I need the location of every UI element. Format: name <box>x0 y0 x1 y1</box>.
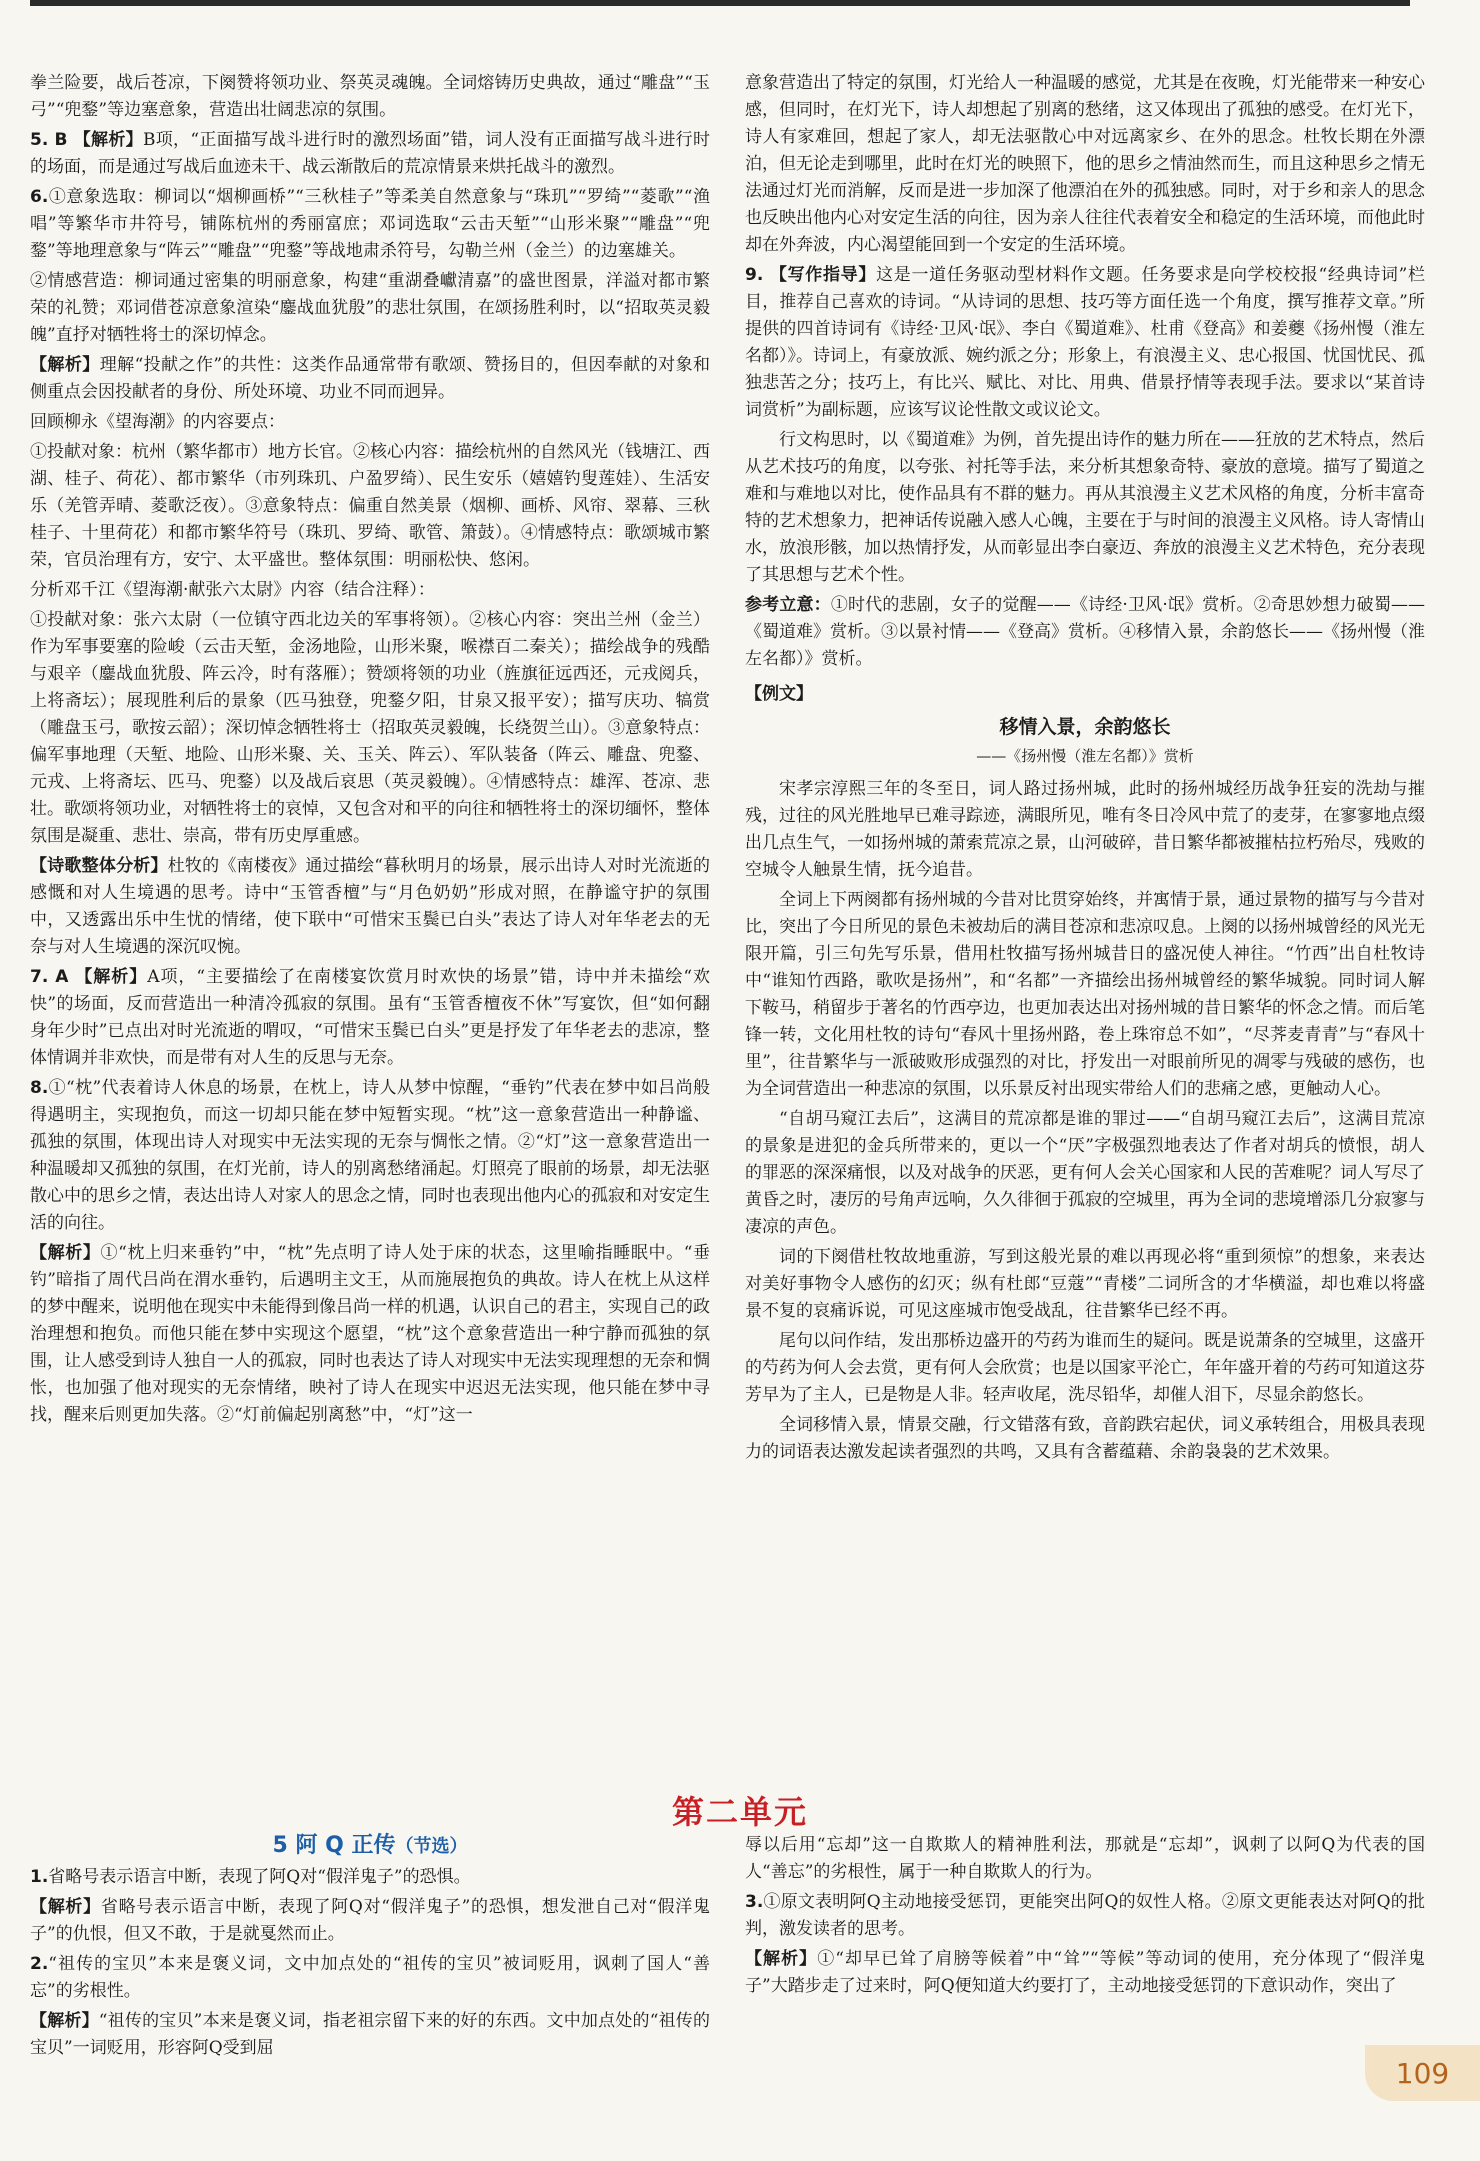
right-column <box>745 70 1425 1780</box>
lesson-title <box>30 1832 710 1860</box>
example-paragraph: 全词上下两阕都有扬州城的今昔对比贯穿始终，并寓情于景，通过景物的描写与今昔对比，突出了今日所见的景色未被劫后的满目苍凉和悲凉叹息。上阕的以扬州城曾经的风光无限开篇，引三句先写乐景，借用杜牧描写扬州城昔日的盛况使人神往。“竹西”出自杜牧诗中“谁知竹西路，歌吹是扬州”，和“名都”一齐描绘出扬州城曾经的繁华城貌。同时词人解下鞍马，稍留步于著名的竹西亭边，也更加表达出对扬州城的昔日繁华的怀念之情。而后笔锋一转，文化用杜牧的诗句“春风十里扬州路，卷上珠帘总不如”，“尽荠麦青青”与“春风十里”，往昔繁华与一派破败形成强烈的对比，抒发出一对眼前所见的凋零与残破的感伤，也为全词营造出一种悲凉的氛围，以乐景反衬出现实带给人们的悲痛之感，更触动人心。 <box>745 890 1425 1099</box>
answer-2: 2.“祖传的宝贝”本来是褒义词，文中加点处的“祖传的宝贝”被词贬用，讽刺了国人“善忘”的劣根性。 <box>30 1954 710 2001</box>
example-paragraph: 宋孝宗淳熙三年的冬至日，词人路过扬州城，此时的扬州城经历战争狂妄的洗劫与摧残，过往的风光胜地早已难寻踪迹，满眼所见，唯有冬日冷风中荒了的麦芽，在寥寥地点缀出几点生气，一如扬州城的萧索荒凉之景，山河破碎，昔日繁华都被摧枯拉朽殆尽，残败的空城令人触景生情，抚今追昔。 <box>745 779 1425 880</box>
answer-7: 7. A 【解析】A项，“主要描绘了在南楼宴饮赏月时欢快的场景”错，诗中并未描绘“欢快”的场面，反而营造出一种清冷孤寂的氛围。虽有“玉管香檀夜不休”写宴饮，但“如何翻身年少时”已点出对时光流逝的喟叹，“可惜宋玉鬓已白头”更是抒发了年华老去的悲凉，整体情调并非欢快，而是带有对人生的反思与无奈。 <box>30 967 710 1068</box>
example-label: 【例文】 <box>745 684 813 704</box>
lesson-subtitle: （节选） <box>395 1836 468 1857</box>
answer-5: 5. B 【解析】B项，“正面描写战斗进行时的激烈场面”错，词人没有正面描写战斗进行时的场面，而是通过写战后血迹未干、战云渐散后的荒凉情景来烘托战斗的激烈。 <box>30 130 710 177</box>
analysis: 【解析】①“却早已耸了肩膀等候着”中“耸”“等候”等动词的使用，充分体现了“假洋鬼子”大踏步走了过来时，阿Q便知道大约要打了，主动地接受惩罚的下意识动作，突出了 <box>745 1949 1426 1996</box>
answer-8: 8.①“枕”代表着诗人休息的场景，在枕上，诗人从梦中惊醒，“垂钓”代表在梦中如吕尚般得遇明主，实现抱负，而这一切却只能在梦中短暂实现。“枕”这一意象营造出一种静谧、孤独的氛围，体现出诗人对现实中无法实现的无奈与惆怅之情。②“灯”这一意象营造出一种温暖却又孤独的氛围，在灯光前，诗人的别离愁绪涌起。灯照亮了眼前的场景，却无法驱散心中的思乡之情，表达出诗人对家人的思念之情，同时也表现出他内心的孤寂和对安定生活的向往。 <box>30 1078 710 1233</box>
paragraph: ①投献对象：杭州（繁华都市）地方长官。②核心内容：描绘杭州的自然风光（钱塘江、西湖、桂子、荷花）、都市繁华（市列珠玑、户盈罗绮）、民生安乐（嬉嬉钓叟莲娃）、生活安乐（羌管弄晴、菱歌泛夜）。③意象特点：偏重自然美景（烟柳、画桥、风帘、翠幕、三秋桂子、十里荷花）和都市繁华符号（珠玑、罗绮、歌管、箫鼓）。④情感特点：歌颂城市繁荣，官员治理有方，安宁、太平盛世。整体氛围：明丽松快、悠闲。 <box>30 442 710 570</box>
answer-3: 3.①原文表明阿Q主动地接受惩罚，更能突出阿Q的奴性人格。②原文更能表达对阿Q的批判，激发读者的思考。 <box>745 1892 1425 1939</box>
paragraph: 辱以后用“忘却”这一自欺欺人的精神胜利法，那就是“忘却”，讽刺了以阿Q为代表的国人“善忘”的劣根性，属于一种自欺欺人的行为。 <box>745 1835 1425 1882</box>
unit-title: 第二单元 <box>671 1793 808 1831</box>
paragraph: ①投献对象：张六太尉（一位镇守西北边关的军事将领）。②核心内容：突出兰州（金兰）作为军事要塞的险峻（云击天堑，金汤地险，山形米聚，喉襟百二秦关）；描绘战争的残酷与艰辛（鏖战血犹殷、阵云冷，时有落雁）；赞颂将领的功业（旌旗征远西还，元戎阅兵，上将斋坛）；展现胜利后的景象（匹马独登，兜鍪夕阳，甘泉又报平安）；描写庆功、犒赏（雕盘玉弓，歌按云韶）；深切悼念牺牲将士（招取英灵毅魄，长绕贺兰山）。③意象特点：偏军事地理（天堑、地险、山形米聚、关、玉关、阵云）、军队装备（阵云、雕盘、兜鍪、元戎、上将斋坛、匹马、兜鍪）以及战后哀思（英灵毅魄）。④情感特点：雄浑、苍凉、悲壮。歌颂将领功业，对牺牲将士的哀悼，又包含对和平的向往和牺牲将士的深切缅怀，整体氛围是凝重、悲壮、崇高，带有历史厚重感。 <box>30 610 710 846</box>
poem-analysis: 【诗歌整体分析】杜牧的《南楼夜》通过描绘“暮秋明月的场景，展示出诗人对时光流逝的感慨和对人生境遇的思考。诗中“玉管香檀”与“月色奶奶”形成对照，在静谧守护的氛围中，又透露出乐中生忧的情绪，使下联中“可惜宋玉鬓已白头”表达了诗人对年华老去的无奈与对人生境遇的深沉叹惋。 <box>30 856 710 957</box>
lower-right-column <box>745 1832 1425 2042</box>
paragraph: ②情感营造：柳词通过密集的明丽意象，构建“重湖叠巘清嘉”的盛世图景，洋溢对都市繁荣的礼赞；邓词借苍凉意象渲染“鏖战血犹殷”的悲壮氛围，在颂扬胜利时，以“招取英灵毅魄”直抒对牺牲将士的深切悼念。 <box>30 271 710 345</box>
page-number: 109 <box>1365 2045 1480 2101</box>
analysis: 【解析】理解“投献之作”的共性：这类作品通常带有歌颂、赞扬目的，但因奉献的对象和侧重点会因投献者的身份、所处环境、功业不同而迥异。 <box>30 355 711 402</box>
answer-page <box>30 70 1425 1780</box>
paragraph: 拳兰险要，战后苍凉，下阕赞将领功业、祭英灵魂魄。全词熔铸历史典故，通过“雕盘”“玉弓”“兜鍪”等边塞意象，营造出壮阔悲凉的氛围。 <box>30 73 710 120</box>
lower-section <box>30 1832 1426 2058</box>
lesson-number: 5 <box>272 1833 288 1858</box>
answer-6: 6.①意象选取：柳词以“烟柳画桥”“三秋桂子”等柔美自然意象与“珠玑”“罗绮”“菱歌”“渔唱”等繁华市井符号，铺陈杭州的秀丽富庶；邓词选取“云击天堑”“山形米聚”“雕盘”“兜鍪”等地理意象与“阵云”“雕盘”“兜鍪”等战地肃杀符号，勾勒兰州（金兰）的边塞雄关。 <box>30 187 710 261</box>
lesson-name: 阿 Q 正传 <box>295 1833 396 1858</box>
example-paragraph: “自胡马窥江去后”，这满目的荒凉都是谁的罪过——“自胡马窥江去后”，这满目荒凉的景象是进犯的金兵所带来的，更以一个“厌”字极强烈地表达了作者对胡兵的愤恨，胡人的罪恶的深深痛恨，以及对战争的厌恶，更有何人会关心国家和人民的苦难呢？词人写尽了黄昏之时，凄厉的号角声远响，久久徘徊于孤寂的空城里，再为全词的悲境增添几分寂寥与凄凉的声色。 <box>745 1109 1425 1237</box>
answer-9: 9. 【写作指导】这是一道任务驱动型材料作文题。任务要求是向学校校报“经典诗词”栏目，推荐自己喜欢的诗词。“从诗词的思想、技巧等方面任选一个角度，撰写推荐文章。”所提供的四首诗词有《诗经·卫风·氓》、李白《蜀道难》、杜甫《登高》和姜夔《扬州慢（淮左名都）》。诗词上，有豪放派、婉约派之分；形象上，有浪漫主义、忠心报国、忧国忧民、孤独悲苦之分；技巧上，有比兴、赋比、对比、用典、借景抒情等表现手法。要求以“某首诗词赏析”为副标题，应该写议论性散文或议论文。 <box>745 265 1425 420</box>
example-paragraph: 尾句以问作结，发出那桥边盛开的芍药为谁而生的疑问。既是说萧条的空城里，这盛开的芍药为何人会去赏，更有何人会欣赏；也是以国家平沦亡，年年盛开着的芍药可知道这芬芳早为了主人，已是物是人非。轻声收尾，洗尽铅华，却催人泪下，尽显余韵悠长。 <box>745 1331 1425 1405</box>
left-column <box>30 70 710 1780</box>
reference-ideas: 参考立意：①时代的悲剧，女子的觉醒——《诗经·卫风·氓》赏析。②奇思妙想力破蜀——《蜀道难》赏析。③以景衬情——《登高》赏析。④移情入景，余韵悠长——《扬州慢（淮左名都）》赏析。 <box>745 595 1426 669</box>
paragraph: 行文构思时，以《蜀道难》为例，首先提出诗作的魅力所在——狂放的艺术特点，然后从艺术技巧的角度，以夸张、衬托等手法，来分析其想象奇特、豪放的意境。描写了蜀道之难和与难地以对比，使作品具有不群的魅力。再从其浪漫主义艺术风格的角度，分析丰富奇特的艺术想象力，把神话传说融入感人心魄，主要在于与时间的浪漫主义风格。诗人寄情山水，放浪形骸，加以热情抒发，从而彰显出李白豪迈、奔放的浪漫主义艺术特色，充分表现了其思想与艺术个性。 <box>745 430 1425 585</box>
analysis: 【解析】省略号表示语言中断，表现了阿Q对“假洋鬼子”的恐惧，想发泄自己对“假洋鬼子”的仇恨，但又不敢，于是就戛然而止。 <box>30 1897 710 1944</box>
example-title: 移情入景，余韵悠长 <box>999 716 1171 738</box>
paragraph: 回顾柳永《望海潮》的内容要点： <box>30 412 285 432</box>
paragraph: 意象营造出了特定的氛围，灯光给人一种温暖的感觉，尤其是在夜晚，灯光能带来一种安心感，但同时，在灯光下，诗人却想起了别离的愁绪，这又体现出了孤独的感受。在灯光下，诗人有家难回，想起了家人，却无法驱散心中对远离家乡、在外的思念。杜牧长期在外漂泊，但无论走到哪里，此时在灯光的映照下，他的思乡之情油然而生，而且这种思乡之情无法通过灯光而消解，反而是进一步加深了他漂泊在外的孤独感。同时，对于乡和亲人的思念也反映出他内心对安定生活的向往，因为亲人往往代表着安全和稳定的生活环境，而他此时却在外奔波，内心渴望能回到一个安定的生活环境。 <box>745 73 1425 255</box>
analysis: 【解析】①“枕上归来垂钓”中，“枕”先点明了诗人处于床的状态，这里喻指睡眠中。“垂钓”暗指了周代吕尚在渭水垂钓，后遇明主文王，从而施展抱负的典故。诗人在枕上从这样的梦中醒来，说明他在现实中未能得到像吕尚一样的机遇，认识自己的君主，实现自己的政治理想和抱负。而他只能在梦中实现这个愿望，“枕”这个意象营造出一种宁静而孤独的氛围，让人感受到诗人独自一人的孤寂，同时也表达了诗人对现实中无法实现理想的无奈和惆怅，也加强了他对现实的无奈情绪，映衬了诗人在现实中迟迟无法实现，他只能在梦中寻找，醒来后则更加失落。②“灯前偏起别离愁”中，“灯”这一 <box>30 1243 711 1425</box>
lower-left-column <box>30 1832 710 2058</box>
paragraph: 分析邓千江《望海潮·献张六太尉》内容（结合注释）： <box>30 580 435 600</box>
analysis: 【解析】“祖传的宝贝”本来是褒义词，指老祖宗留下来的好的东西。文中加点处的“祖传的宝贝”一词贬用，形容阿Q受到屈 <box>30 2011 710 2058</box>
answer-1: 1.省略号表示语言中断，表现了阿Q对“假洋鬼子”的恐惧。 <box>30 1867 471 1887</box>
example-paragraph: 词的下阕借杜牧故地重游，写到这般光景的难以再现必将“重到须惊”的想象，来表达对美好事物令人感伤的幻灭；纵有杜郎“豆蔻”“青楼”二词所含的才华横溢，却也难以将盛景不复的哀痛诉说，可见这座城市饱受战乱，往昔繁华已经不再。 <box>745 1247 1425 1321</box>
example-paragraph: 全词移情入景，情景交融，行文错落有致，音韵跌宕起伏，词义承转组合，用极具表现力的词语表达激发起读者强烈的共鸣，又具有含蓄蕴藉、余韵袅袅的艺术效果。 <box>745 1415 1425 1462</box>
top-rule <box>30 0 1410 6</box>
example-subtitle: ——《扬州慢（淮左名都）》赏析 <box>976 747 1194 765</box>
